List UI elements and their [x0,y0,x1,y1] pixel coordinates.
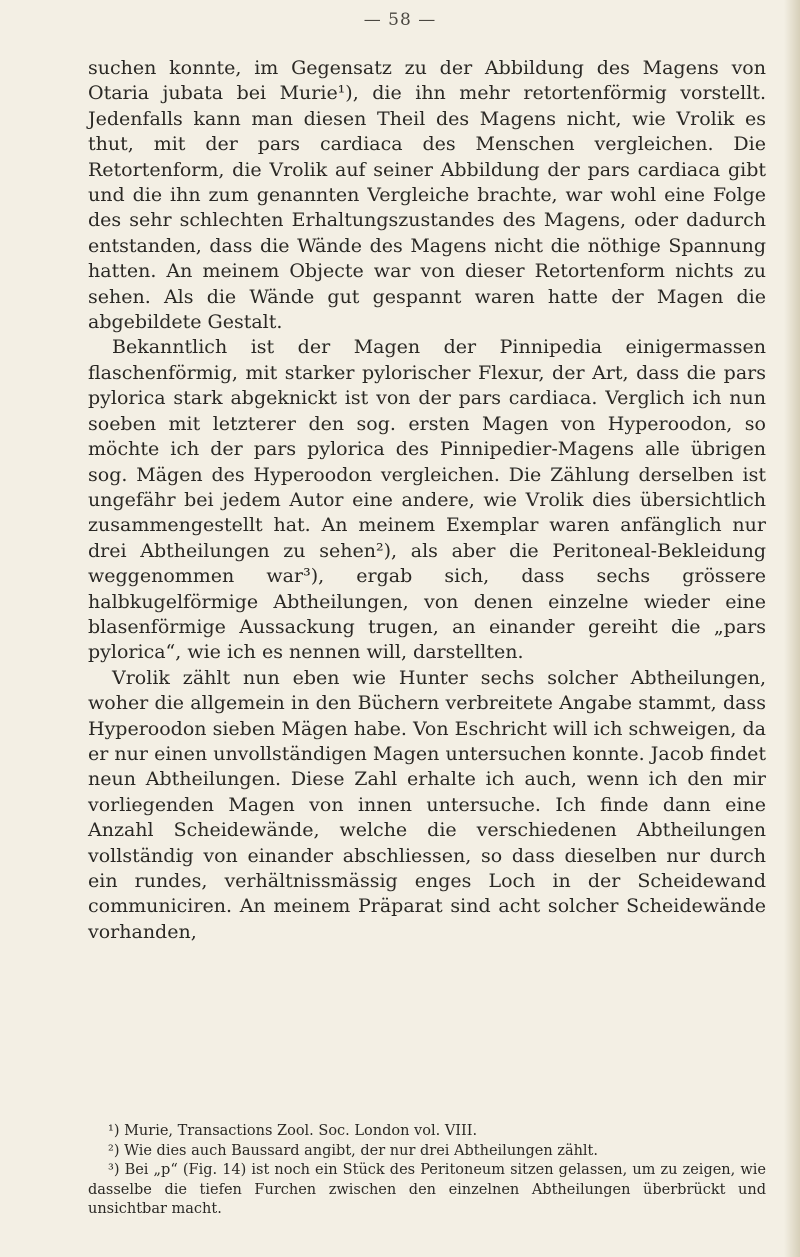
main-text [88,56,766,945]
footnote-3: ³) Bei „p“ (Fig. 14) ist noch ein Stück des Peritoneum sitzen gelassen, um zu zeigen, wie dasselbe die tiefen Furchen zwischen den einzelnen Abtheilungen überbrückt und unsichtbar macht. [88,1162,766,1217]
footnotes [88,1122,766,1220]
paragraph-3: Vrolik zählt nun eben wie Hunter sechs solcher Abtheilungen, woher die allgemein in den Büchern verbreitete Angabe stammt, dass Hyperoodon sieben Mägen habe. Von Eschricht will ich schweigen, da er nur einen unvollständigen Magen untersuchen konnte. Jacob findet neun Abtheilungen. Diese Zahl erhalte ich auch, wenn ich den mir vorliegenden Magen von innen untersuche. Ich finde dann eine Anzahl Scheidewände, welche die verschiedenen Abtheilungen vollständig von einander abschliessen, so dass dieselben nur durch ein rundes, verhältnissmässig enges Loch in der Scheidewand communiciren. An meinem Präparat sind acht solcher Scheidewände vorhanden, [88,666,766,943]
paragraph-1: suchen konnte, im Gegensatz zu der Abbildung des Magens von Otaria jubata bei Murie¹), die ihn mehr retortenförmig vorstellt. Jedenfalls kann man diesen Theil des Magens nicht, wie Vrolik es thut, mit der pars cardiaca des Menschen vergleichen. Die Retortenform, die Vrolik auf seiner Abbildung der pars cardiaca gibt und die ihn zum genannten Vergleiche brachte, war wohl eine Folge des sehr schlechten Erhaltungszustandes des Magens, oder dadurch entstanden, dass die Wände des Magens nicht die nöthige Spannung hatten. An meinem Objecte war von dieser Retortenform nichts zu sehen. Als die Wände gut gespannt waren hatte der Magen die abgebildete Gestalt. [88,57,766,334]
page-number: — 58 — [363,10,437,30]
paragraph-2: Bekanntlich ist der Magen der Pinnipedia einigermassen flaschenförmig, mit starker pylorischer Flexur, der Art, dass die pars pylorica stark abgeknickt ist von der pars cardiaca. Verglich ich nun soeben mit letzterer den sog. ersten Magen von Hyperoodon, so möchte ich der pars pylorica des Pinnipedier-Magens alle übrigen sog. Mägen des Hyperoodon vergleichen. Die Zählung derselben ist ungefähr bei jedem Autor eine andere, wie Vrolik dies übersichtlich zusammengestellt hat. An meinem Exemplar waren anfänglich nur drei Abtheilungen zu sehen²), als aber die Peritoneal-Bekleidung weggenommen war³), ergab sich, dass sechs grössere halbkugelförmige Abtheilungen, von denen einzelne wieder eine blasenförmige Aussackung trugen, an einander gereiht die „pars pylorica“, wie ich es nennen will, darstellten. [88,336,766,664]
footnote-1: ¹) Murie, Transactions Zool. Soc. London vol. VIII. [108,1123,478,1139]
footnote-2: ²) Wie dies auch Baussard angibt, der nur drei Abtheilungen zählt. [108,1142,598,1159]
page-edge-shadow [784,0,800,1257]
